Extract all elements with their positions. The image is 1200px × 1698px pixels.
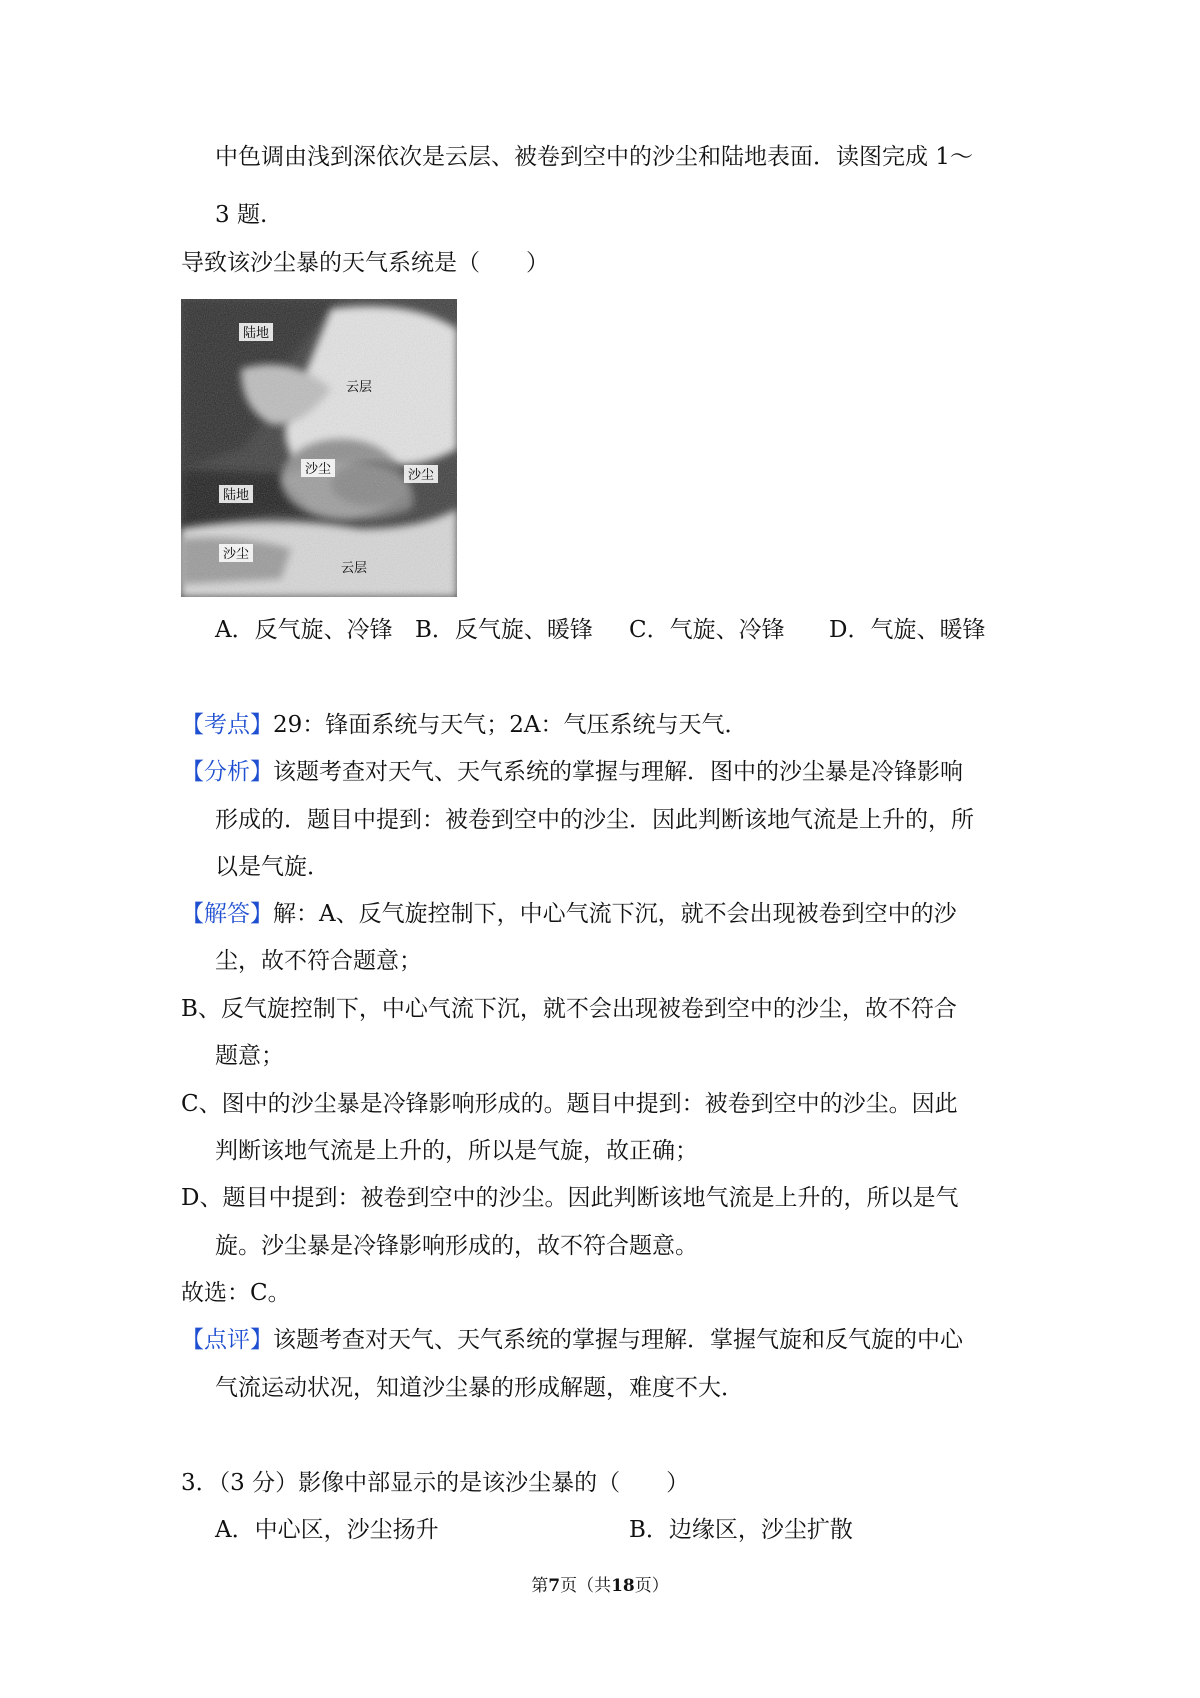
jieda-tag: 【解答】: [181, 901, 273, 927]
question-2-stem: 导致该沙尘暴的天气系统是（ ）: [181, 250, 549, 276]
intro-line-1: 中色调由浅到深依次是云层、被卷到空中的沙尘和陆地表面．读图完成 1～: [215, 144, 973, 170]
option-b: B．反气旋、暖锋: [415, 617, 593, 643]
label-cloud-top: 云层: [345, 380, 373, 395]
kaodian-tag: 【考点】: [181, 712, 273, 738]
answer-d-line-1: D、题目中提到：被卷到空中的沙尘。因此判断该地气流是上升的，所以是气: [181, 1185, 959, 1211]
option-d: D．气旋、暖锋: [829, 617, 986, 643]
label-dust-right: 沙尘: [407, 468, 435, 483]
answer-b-line-1: B、反气旋控制下，中心气流下沉，就不会出现被卷到空中的沙尘，故不符合: [181, 996, 957, 1022]
footer-page-number: 7: [548, 1576, 561, 1596]
question-3-stem: 3．（3 分）影像中部显示的是该沙尘暴的（ ）: [181, 1470, 690, 1496]
label-land-left: 陆地: [222, 488, 250, 503]
footer-post: 页）: [634, 1576, 669, 1596]
label-dust-center: 沙尘: [304, 462, 332, 477]
fenxi-text-1: 该题考查对天气、天气系统的掌握与理解．图中的沙尘暴是冷锋影响: [273, 759, 963, 785]
intro-line-2: 3 题.: [215, 202, 268, 228]
option-c: C．气旋、冷锋: [629, 617, 785, 643]
jieda-line-1: [181, 899, 957, 929]
footer-mid: 页（共: [560, 1576, 612, 1596]
kaodian-text: 29：锋面系统与天气；2A：气压系统与天气．: [273, 712, 748, 738]
label-land-top: 陆地: [242, 326, 270, 341]
label-dust-bottom: 沙尘: [222, 547, 250, 562]
footer-pre: 第: [531, 1576, 549, 1596]
dianping-line-2: 气流运动状况，知道沙尘暴的形成解题，难度不大．: [215, 1375, 744, 1401]
satellite-image: [181, 299, 457, 597]
q3-option-a: A．中心区，沙尘扬升: [215, 1517, 439, 1543]
dianping-text-1: 该题考查对天气、天气系统的掌握与理解．掌握气旋和反气旋的中心: [273, 1327, 963, 1353]
answer-d-line-2: 旋。沙尘暴是冷锋影响形成的，故不符合题意。: [215, 1233, 698, 1259]
jieda-text-1: 解：A、反气旋控制下，中心气流下沉，就不会出现被卷到空中的沙: [273, 901, 957, 927]
footer-total-pages: 18: [611, 1576, 635, 1596]
final-answer: 故选：C。: [181, 1280, 291, 1306]
dianping-tag: 【点评】: [181, 1327, 273, 1353]
page-footer: [0, 1575, 1200, 1597]
dianping-line-1: [181, 1325, 963, 1355]
kaodian-line: [181, 710, 748, 740]
fenxi-line-1: [181, 757, 963, 787]
answer-c-line-2: 判断该地气流是上升的，所以是气旋，故正确；: [215, 1138, 698, 1164]
option-a: A．反气旋、冷锋: [215, 617, 393, 643]
q3-option-b: B．边缘区，沙尘扩散: [629, 1517, 853, 1543]
fenxi-tag: 【分析】: [181, 759, 273, 785]
answer-c-line-1: C、图中的沙尘暴是冷锋影响形成的。题目中提到：被卷到空中的沙尘。因此: [181, 1091, 958, 1117]
fenxi-line-3: 以是气旋．: [215, 854, 330, 880]
label-cloud-bottom: 云层: [340, 561, 368, 576]
fenxi-line-2: 形成的．题目中提到：被卷到空中的沙尘．因此判断该地气流是上升的，所: [215, 807, 974, 833]
jieda-line-2: 尘，故不符合题意；: [215, 948, 422, 974]
answer-b-line-2: 题意；: [215, 1043, 284, 1069]
